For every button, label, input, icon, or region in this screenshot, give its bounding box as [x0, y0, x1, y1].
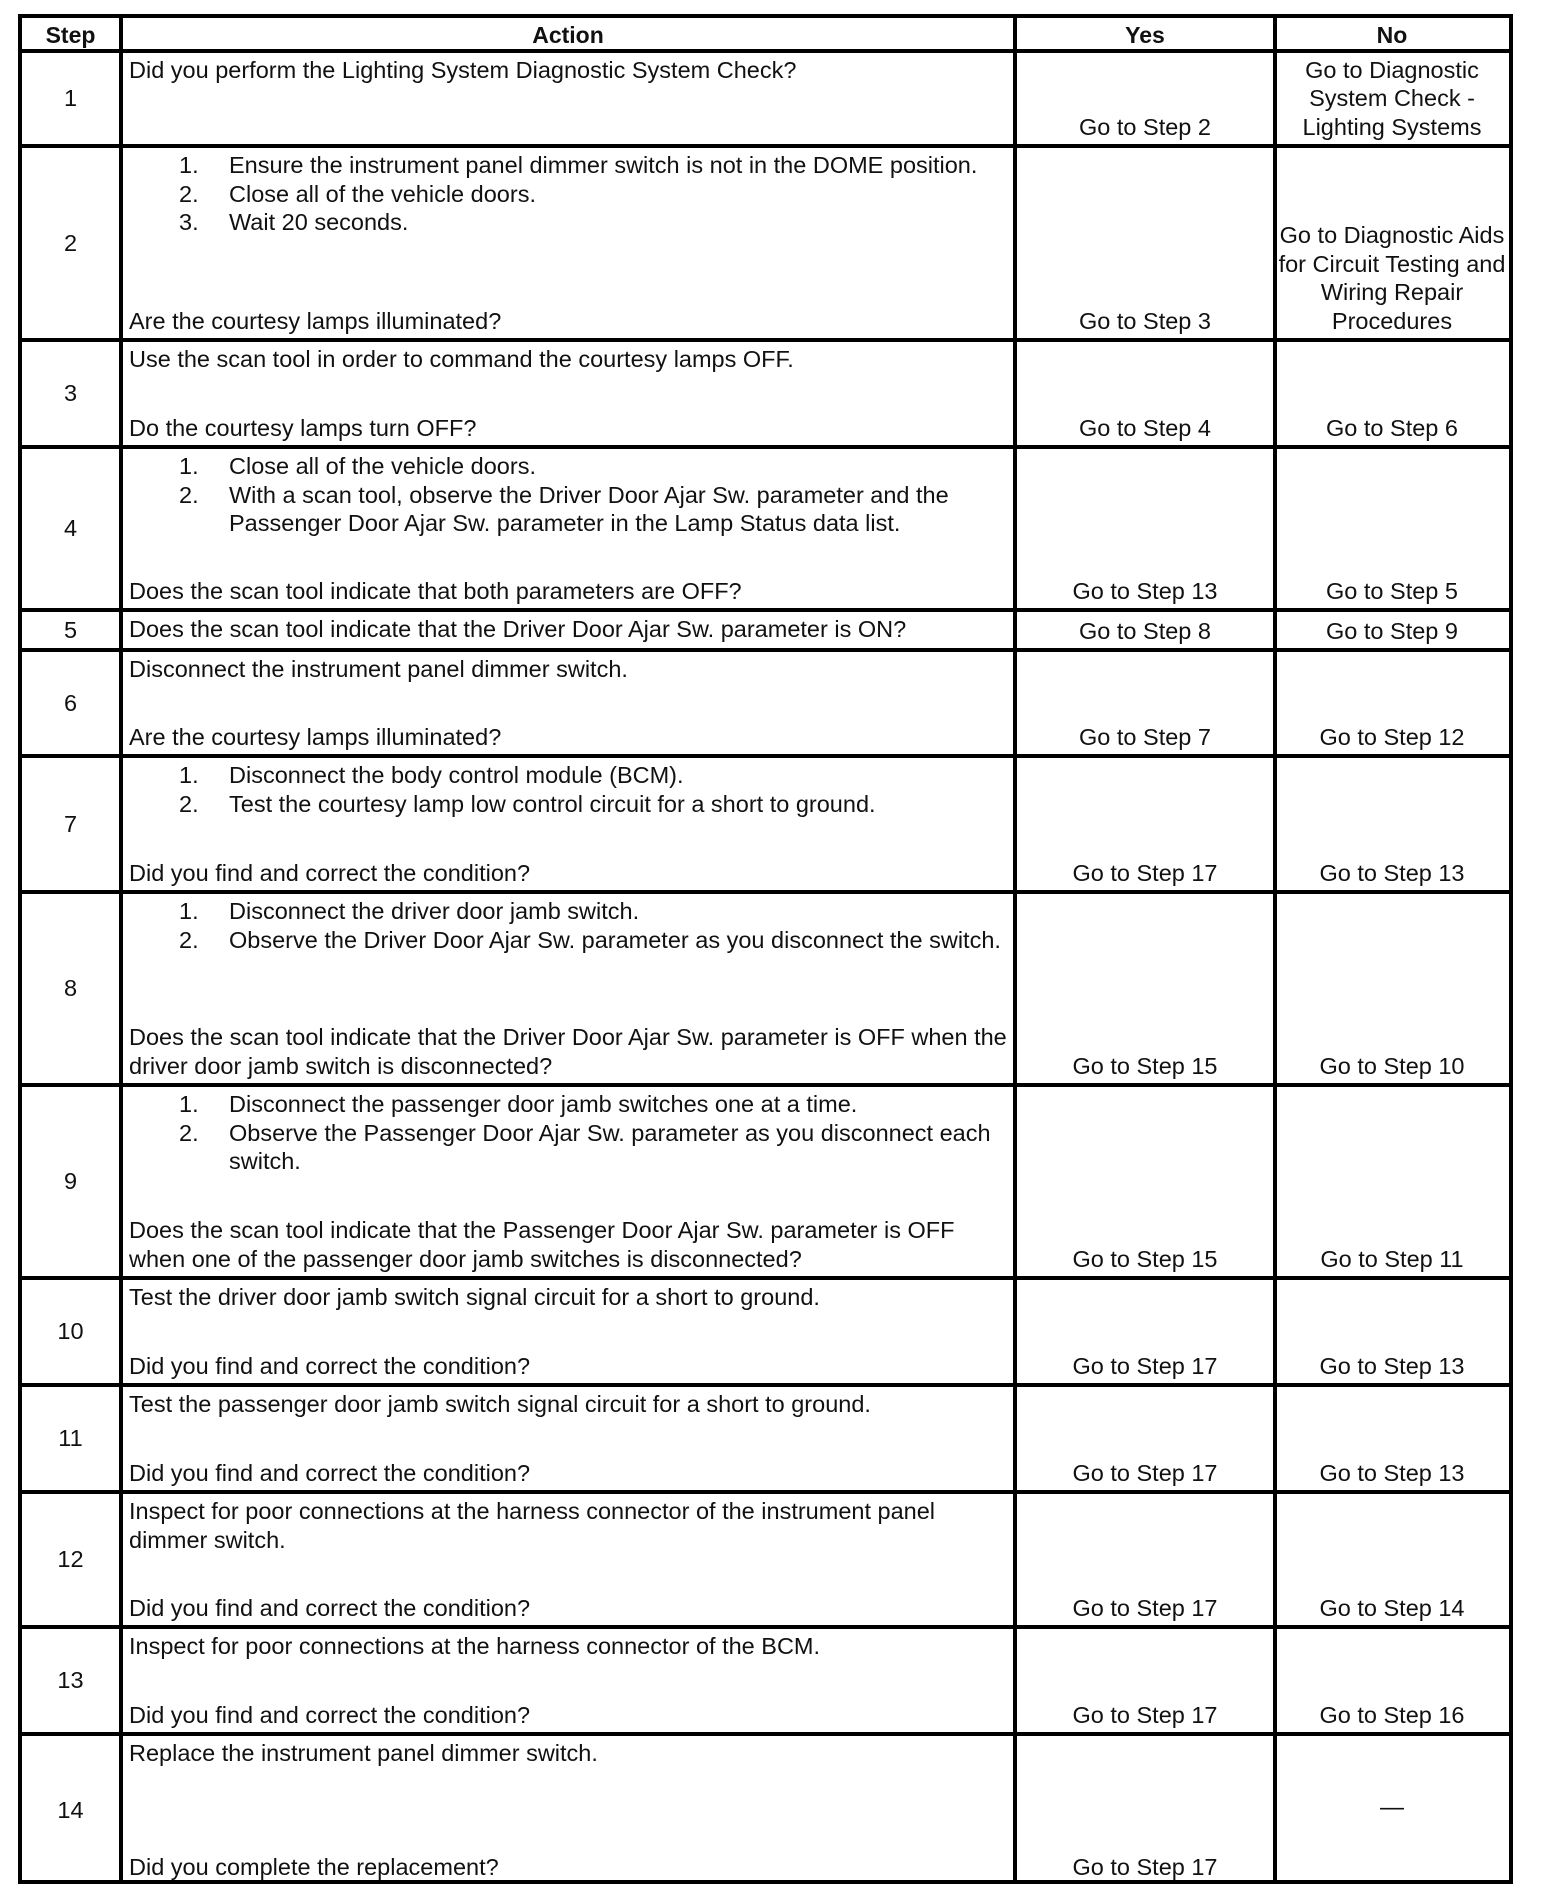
header-no: No [1376, 22, 1408, 49]
table-row [22, 1087, 1509, 1276]
action-instructions [129, 345, 1007, 374]
action-text: Use the scan tool in order to command the courtesy lamps OFF. [129, 346, 794, 372]
yes-outcome: Go to Step 15 [1072, 1245, 1218, 1272]
yes-outcome: Go to Step 8 [1079, 617, 1211, 644]
action-question: Do the courtesy lamps turn OFF? [129, 414, 477, 441]
row-divider [22, 49, 1509, 53]
action-question: Did you find and correct the condition? [129, 1701, 531, 1728]
substep-item [129, 151, 1007, 180]
action-cell [123, 612, 1013, 648]
yes-outcome: Go to Step 17 [1072, 1352, 1218, 1379]
table-grid [22, 18, 1509, 1880]
substep-list [129, 761, 1007, 818]
action-instructions [129, 452, 1007, 538]
action-cell [123, 1087, 1013, 1276]
action-cell [123, 652, 1013, 754]
substep-number: 2. [179, 926, 199, 953]
table-row [22, 612, 1509, 648]
action-question: Did you find and correct the condition? [129, 1459, 531, 1486]
yes-outcome: Go to Step 13 [1072, 577, 1218, 604]
row-divider [22, 144, 1509, 148]
row-divider [22, 1732, 1509, 1736]
action-instructions [129, 761, 1007, 818]
header-yes: Yes [1125, 22, 1165, 49]
action-cell [123, 1629, 1013, 1732]
yes-outcome: Go to Step 17 [1072, 1853, 1218, 1880]
action-question: Did you find and correct the condition? [129, 1352, 531, 1379]
substep-list [129, 897, 1007, 954]
substep-text: Test the courtesy lamp low control circuit for a short to ground. [229, 790, 876, 817]
no-outcome: Go to Step 13 [1319, 1459, 1465, 1486]
table-row [22, 148, 1509, 338]
substep-text: With a scan tool, observe the Driver Door Ajar Sw. parameter and the Passenger Door Ajar Sw. parameter in the Lamp Status data list. [229, 481, 949, 536]
table-row [22, 53, 1509, 144]
yes-outcome: Go to Step 17 [1072, 1594, 1218, 1621]
table-row [22, 894, 1509, 1083]
action-cell [123, 1387, 1013, 1490]
step-number: 3 [63, 380, 78, 407]
substep-item [129, 180, 1007, 209]
action-cell [123, 53, 1013, 144]
column-divider [119, 18, 123, 1880]
action-question: Did you find and correct the condition? [129, 1594, 531, 1621]
substep-number: 1. [179, 1091, 199, 1117]
table-row [22, 342, 1509, 445]
step-number: 1 [63, 85, 78, 112]
action-cell [123, 342, 1013, 445]
substep-item [129, 790, 1007, 819]
no-outcome: Go to Step 10 [1319, 1052, 1465, 1079]
table-row [22, 1629, 1509, 1732]
substep-number: 2. [179, 1119, 199, 1146]
no-outcome: Go to Step 13 [1319, 859, 1465, 886]
action-text: Inspect for poor connections at the harness connector of the instrument panel dimmer switch. [129, 1498, 936, 1553]
row-divider [22, 890, 1509, 894]
yes-outcome: Go to Step 17 [1072, 1701, 1218, 1728]
step-number: 5 [63, 616, 78, 643]
row-divider [22, 1383, 1509, 1387]
action-question: Did you complete the replacement? [129, 1853, 499, 1880]
substep-number: 2. [179, 481, 199, 508]
no-outcome: Go to Step 11 [1320, 1245, 1464, 1272]
step-number: 7 [63, 810, 78, 837]
step-number: 11 [58, 1425, 83, 1452]
substep-item [129, 926, 1007, 955]
substep-list [129, 452, 1007, 538]
action-text: Test the passenger door jamb switch signal circuit for a short to ground. [129, 1391, 871, 1417]
yes-outcome: Go to Step 17 [1072, 1459, 1218, 1486]
substep-list [129, 1090, 1007, 1176]
substep-text: Disconnect the driver door jamb switch. [229, 898, 640, 924]
substep-text: Wait 20 seconds. [229, 209, 409, 235]
substep-item [129, 1090, 1007, 1119]
action-instructions [129, 615, 1007, 644]
row-divider [22, 608, 1509, 612]
substep-text: Ensure the instrument panel dimmer switch is not in the DOME position. [229, 152, 978, 178]
table-row [22, 1387, 1509, 1490]
yes-outcome: Go to Step 3 [1079, 307, 1211, 334]
table-row [22, 1280, 1509, 1383]
action-question: Does the scan tool indicate that the Driver Door Ajar Sw. parameter is OFF when the driver door jamb switch is disconnected? [129, 1024, 1007, 1079]
step-number: 9 [63, 1168, 78, 1195]
no-outcome: Go to Step 16 [1319, 1701, 1465, 1728]
action-question: Are the courtesy lamps illuminated? [129, 723, 502, 750]
action-question: Does the scan tool indicate that both parameters are OFF? [129, 577, 742, 604]
substep-item [129, 897, 1007, 926]
substep-number: 1. [179, 152, 199, 178]
step-number: 13 [57, 1667, 84, 1694]
action-instructions [129, 897, 1007, 954]
action-instructions [129, 1497, 1007, 1554]
row-divider [22, 1083, 1509, 1087]
row-divider [22, 338, 1509, 342]
no-outcome: Go to Step 9 [1326, 617, 1458, 644]
no-outcome: Go to Step 6 [1326, 414, 1458, 441]
action-cell [123, 758, 1013, 890]
substep-text: Disconnect the body control module (BCM). [229, 762, 684, 788]
action-text: Test the driver door jamb switch signal circuit for a short to ground. [129, 1284, 820, 1310]
action-instructions [129, 1632, 1007, 1661]
action-instructions [129, 151, 1007, 237]
action-cell [123, 1736, 1013, 1884]
header-action: Action [532, 22, 604, 49]
action-question: Did you find and correct the condition? [129, 859, 531, 886]
table-row [22, 1736, 1509, 1884]
action-text: Did you perform the Lighting System Diagnostic System Check? [129, 57, 797, 83]
action-question: Does the scan tool indicate that the Passenger Door Ajar Sw. parameter is OFF when one of the passenger door jamb switches is disconnected? [129, 1217, 955, 1272]
substep-number: 3. [179, 209, 199, 235]
substep-text: Disconnect the passenger door jamb switches one at a time. [229, 1091, 858, 1117]
action-instructions [129, 56, 1007, 85]
step-number: 2 [63, 229, 78, 256]
yes-outcome: Go to Step 4 [1079, 414, 1211, 441]
no-outcome: Go to Step 14 [1319, 1594, 1465, 1621]
column-divider [1273, 18, 1277, 1880]
no-outcome: — [1380, 1794, 1404, 1822]
step-number: 6 [63, 689, 78, 716]
no-outcome: Go to Step 5 [1326, 577, 1458, 604]
step-number: 12 [57, 1546, 84, 1573]
no-outcome: Go to Diagnostic System Check - Lighting Systems [1302, 56, 1482, 140]
substep-item [129, 452, 1007, 481]
action-text: Disconnect the instrument panel dimmer switch. [129, 656, 628, 682]
table-row [22, 449, 1509, 608]
header-step: Step [45, 22, 96, 49]
step-number: 14 [57, 1796, 84, 1823]
diagnostic-table [18, 14, 1513, 1884]
action-instructions [129, 1390, 1007, 1419]
action-instructions [129, 1739, 1007, 1768]
no-outcome: Go to Step 12 [1319, 723, 1465, 750]
table-row [22, 758, 1509, 890]
substep-item [129, 481, 1007, 538]
action-cell [123, 1280, 1013, 1383]
yes-outcome: Go to Step 17 [1072, 859, 1218, 886]
substep-text: Close all of the vehicle doors. [229, 453, 536, 479]
substep-number: 1. [179, 898, 199, 924]
action-instructions [129, 1090, 1007, 1176]
step-number: 10 [57, 1318, 84, 1345]
substep-number: 2. [179, 790, 199, 817]
no-outcome: Go to Step 13 [1319, 1352, 1465, 1379]
action-instructions [129, 1283, 1007, 1312]
table-row [22, 652, 1509, 754]
substep-item [129, 1119, 1007, 1176]
yes-outcome: Go to Step 7 [1079, 723, 1211, 750]
table-header [22, 18, 1509, 53]
action-text: Replace the instrument panel dimmer switch. [129, 1740, 598, 1766]
action-question: Are the courtesy lamps illuminated? [129, 307, 502, 334]
row-divider [22, 1625, 1509, 1629]
step-number: 4 [63, 515, 78, 542]
row-divider [22, 648, 1509, 652]
substep-number: 1. [179, 762, 199, 788]
substep-text: Observe the Passenger Door Ajar Sw. parameter as you disconnect each switch. [229, 1119, 991, 1174]
yes-outcome: Go to Step 15 [1072, 1052, 1218, 1079]
action-cell [123, 894, 1013, 1083]
substep-list [129, 151, 1007, 237]
action-cell [123, 148, 1013, 338]
action-text: Does the scan tool indicate that the Driver Door Ajar Sw. parameter is ON? [129, 616, 907, 642]
row-divider [22, 1276, 1509, 1280]
column-divider [1013, 18, 1017, 1880]
substep-text: Observe the Driver Door Ajar Sw. parameter as you disconnect the switch. [229, 926, 1001, 953]
row-divider [22, 1490, 1509, 1494]
substep-number: 2. [179, 180, 199, 207]
yes-outcome: Go to Step 2 [1079, 113, 1211, 140]
row-divider [22, 445, 1509, 449]
table-row [22, 1494, 1509, 1625]
substep-item [129, 761, 1007, 790]
action-cell [123, 449, 1013, 608]
step-number: 8 [63, 975, 78, 1002]
action-text: Inspect for poor connections at the harness connector of the BCM. [129, 1633, 821, 1659]
substep-item [129, 208, 1007, 237]
no-outcome: Go to Diagnostic Aids for Circuit Testing and Wiring Repair Procedures [1278, 222, 1506, 334]
action-instructions [129, 655, 1007, 684]
action-cell [123, 1494, 1013, 1625]
substep-text: Close all of the vehicle doors. [229, 180, 536, 207]
row-divider [22, 754, 1509, 758]
substep-number: 1. [179, 453, 199, 479]
